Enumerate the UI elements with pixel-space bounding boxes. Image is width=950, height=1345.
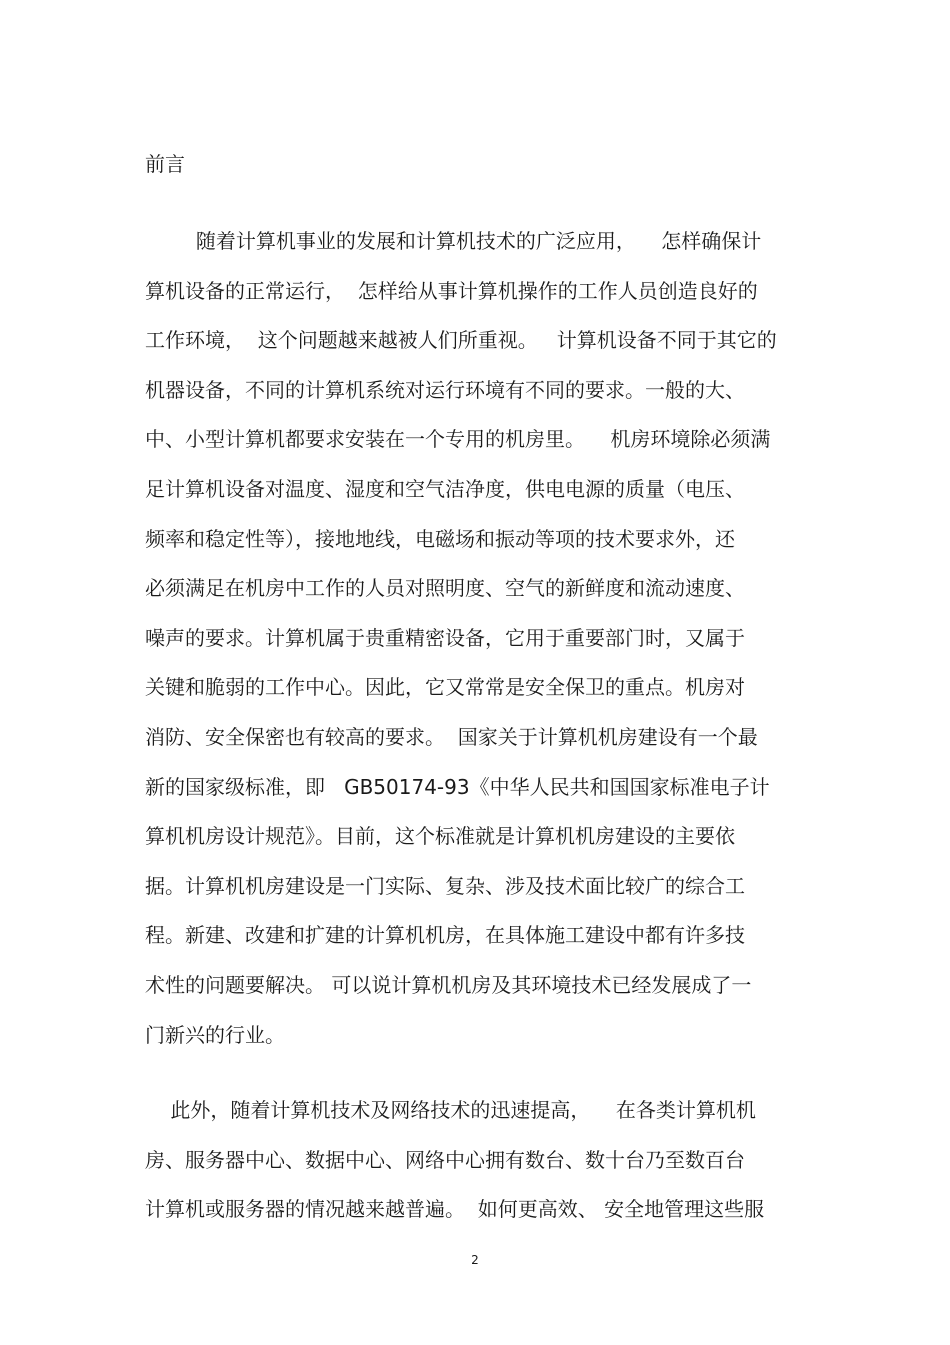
text-line: 频率和稳定性等），接地地线，电磁场和振动等项的技术要求外，还	[145, 527, 735, 551]
text-line: 计算机或服务器的情况越来越普遍。 如何更高效、 安全地管理这些服	[145, 1197, 765, 1221]
page-number: 2	[471, 1253, 479, 1267]
text-line: 门新兴的行业。	[145, 1023, 285, 1047]
text-line: 噪声的要求。计算机属于贵重精密设备，它用于重要部门时，又属于	[145, 626, 745, 650]
text-line: 机器设备，不同的计算机系统对运行环境有不同的要求。一般的大、	[145, 378, 745, 402]
section-heading: 前言	[145, 152, 185, 176]
text-line: 据。计算机机房建设是一门实际、复杂、涉及技术面比较广的综合工	[145, 874, 745, 898]
text-line: 关键和脆弱的工作中心。因此，它又常常是安全保卫的重点。机房对	[145, 675, 745, 699]
text-line: 算机设备的正常运行， 怎样给从事计算机操作的工作人员创造良好的	[145, 279, 758, 303]
text-line: 算机机房设计规范》。目前，这个标准就是计算机机房建设的主要依	[145, 824, 735, 848]
text-line: 随着计算机事业的发展和计算机技术的广泛应用， 怎样确保计	[145, 229, 762, 253]
text-line: 工作环境， 这个问题越来越被人们所重视。 计算机设备不同于其它的	[145, 328, 777, 352]
text-line: 房、服务器中心、数据中心、网络中心拥有数台、数十台乃至数百台	[145, 1148, 745, 1172]
text-line: 必须满足在机房中工作的人员对照明度、空气的新鲜度和流动速度、	[145, 576, 745, 600]
text-line: 消防、安全保密也有较高的要求。 国家关于计算机机房建设有一个最	[145, 725, 758, 749]
text-line: 此外，随着计算机技术及网络技术的迅速提高， 在各类计算机机	[145, 1098, 756, 1122]
text-line: 足计算机设备对温度、湿度和空气洁净度，供电电源的质量（电压、	[145, 477, 745, 501]
text-line: 术性的问题要解决。 可以说计算机机房及其环境技术已经发展成了一	[145, 973, 752, 997]
text-line: 程。新建、改建和扩建的计算机机房，在具体施工建设中都有许多技	[145, 923, 745, 947]
text-line: 新的国家级标准，即 GB50174-93《中华人民共和国国家标准电子计	[145, 775, 770, 799]
text-line: 中、小型计算机都要求安装在一个专用的机房里。 机房环境除必须满	[145, 427, 771, 451]
